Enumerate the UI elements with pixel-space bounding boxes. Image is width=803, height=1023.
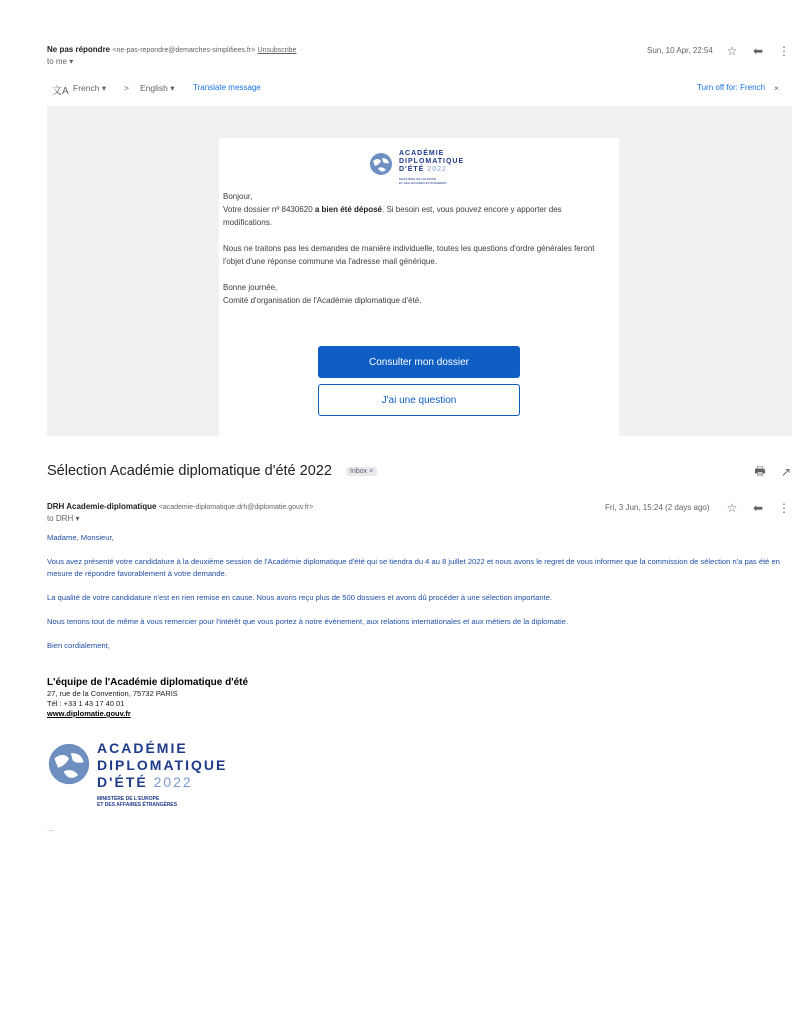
closing: Bonne journée, — [223, 283, 278, 292]
sender-email: <ne-pas-repondre@demarches-simplifiees.fr> — [112, 47, 256, 54]
recipient-toggle[interactable] — [47, 514, 79, 523]
email2-signature — [47, 677, 447, 719]
sender-name[interactable]: Ne pas répondre — [47, 45, 111, 54]
email2-header — [47, 502, 792, 526]
chevron-down-icon: ▾ — [101, 83, 107, 93]
email1-card — [219, 138, 619, 436]
source-language-select[interactable] — [73, 83, 106, 94]
sender-email: <academie-diplomatique.drh@diplomatie.gouv.fr> — [158, 504, 314, 511]
recipient-label: to me — [47, 57, 68, 66]
star-icon[interactable]: ☆ — [726, 44, 738, 58]
translate-bar — [52, 82, 792, 96]
academie-logo — [369, 150, 479, 190]
more-vert-icon[interactable]: ⋮ — [778, 501, 790, 515]
source-language-label: French — [73, 83, 100, 93]
paragraph-1: Votre dossier nº 8430620 a bien été déposé. Si besoin est, vous pouvez encore y apporter des modifications. — [223, 205, 562, 227]
chevron-down-icon: ▾ — [69, 57, 74, 66]
target-language-select[interactable] — [140, 83, 175, 94]
ministry-line-2: ET DES AFFAIRES ÉTRANGÈRES — [97, 802, 178, 808]
target-language-label: English — [140, 83, 168, 93]
logo-line-3: D'ÉTÉ 2022 — [97, 774, 193, 790]
salutation: Madame, Monsieur, — [47, 533, 114, 542]
reply-icon[interactable]: ⬅ — [752, 501, 764, 515]
email-date: Sun, 10 Apr, 22:54 — [647, 46, 713, 55]
greeting: Bonjour, — [223, 192, 253, 201]
translate-icon: 文A — [52, 86, 69, 97]
ministry-line-1: MINISTÈRE DE L'EUROPE — [399, 177, 437, 181]
email-date: Fri, 3 Jun, 15:24 (2 days ago) — [605, 503, 710, 512]
email-subject: Sélection Académie diplomatique d'été 2022 — [47, 463, 332, 479]
star-icon[interactable]: ☆ — [726, 501, 738, 515]
academie-logo-large — [47, 740, 247, 820]
logo-line-3: D'ÉTÉ 2022 — [399, 166, 447, 173]
paragraph-3: Nous tenons tout de même à vous remercier pour l'intérêt que vous portez à notre évènement, aux relations internationales et aux métiers de la diplomatie. — [47, 617, 569, 626]
arrow-icon: > — [124, 83, 129, 93]
translate-message-link[interactable]: Translate message — [193, 83, 261, 92]
paragraph-2: Nous ne traitons pas les demandes de manière individuelle, toutes les questions d'ordre générales feront l'objet d'une réponse commune via l'adresse mail générique. — [223, 244, 595, 266]
inbox-badge[interactable]: Inbox × — [346, 467, 377, 476]
consult-dossier-button[interactable]: Consulter mon dossier — [318, 346, 520, 378]
trimmed-content-ellipsis[interactable]: ... — [47, 824, 54, 833]
paragraph-1: Vous avez présenté votre candidature à la deuxième session de l'Académie diplomatique d'été qui se tiendra du 4 au 8 juillet 2022 et nous avons le regret de vous informer que la commission de sélection n'a pas été en mesure de répondre favorablement à votre demande. — [47, 557, 780, 578]
open-in-new-icon[interactable]: ↗ — [780, 465, 792, 479]
reply-icon[interactable]: ⬅ — [752, 44, 764, 58]
logo-line-1: ACADÉMIE — [97, 740, 188, 756]
chevron-down-icon: ▾ — [170, 83, 175, 93]
recipient-label: to DRH — [47, 514, 74, 523]
question-button[interactable]: J'ai une question — [318, 384, 520, 416]
globe-icon — [369, 152, 393, 176]
email1-header — [47, 45, 797, 69]
turn-off-translate-link[interactable]: Turn off for: French — [697, 83, 766, 92]
logo-line-1: ACADÉMIE — [399, 150, 445, 157]
signature-phone: Tél : +33 1 43 17 40 01 — [47, 699, 125, 708]
signature: Comité d'organisation de l'Académie diplomatique d'été. — [223, 296, 422, 305]
print-icon[interactable]: 🖶 — [754, 463, 766, 478]
closing: Bien cordialement, — [47, 641, 110, 650]
chevron-down-icon: ▾ — [75, 514, 80, 523]
email2-subject-row — [47, 463, 792, 483]
recipient-toggle[interactable] — [47, 57, 73, 66]
signature-link[interactable]: www.diplomatie.gouv.fr — [47, 709, 131, 718]
logo-line-2: DIPLOMATIQUE — [399, 158, 465, 165]
paragraph-2: La qualité de votre candidature n'est en rien remise en cause. Nous avons reçu plus de 500 dossiers et avons dû procéder à une sélection importante. — [47, 593, 553, 602]
close-icon[interactable]: × — [774, 83, 779, 93]
signature-address: 27, rue de la Convention, 75732 PARIS — [47, 689, 178, 698]
globe-icon — [47, 742, 91, 786]
email2-body — [47, 532, 795, 652]
signature-title: L'équipe de l'Académie diplomatique d'été — [47, 677, 249, 688]
sender-name[interactable]: DRH Academie-diplomatique — [47, 502, 157, 511]
ministry-line-2: ET DES AFFAIRES ÉTRANGÈRES — [399, 181, 447, 185]
ministry-line-1: MINISTÈRE DE L'EUROPE — [97, 796, 160, 802]
unsubscribe-link[interactable]: Unsubscribe — [257, 47, 297, 54]
logo-line-2: DIPLOMATIQUE — [97, 757, 228, 773]
more-vert-icon[interactable]: ⋮ — [778, 44, 790, 58]
